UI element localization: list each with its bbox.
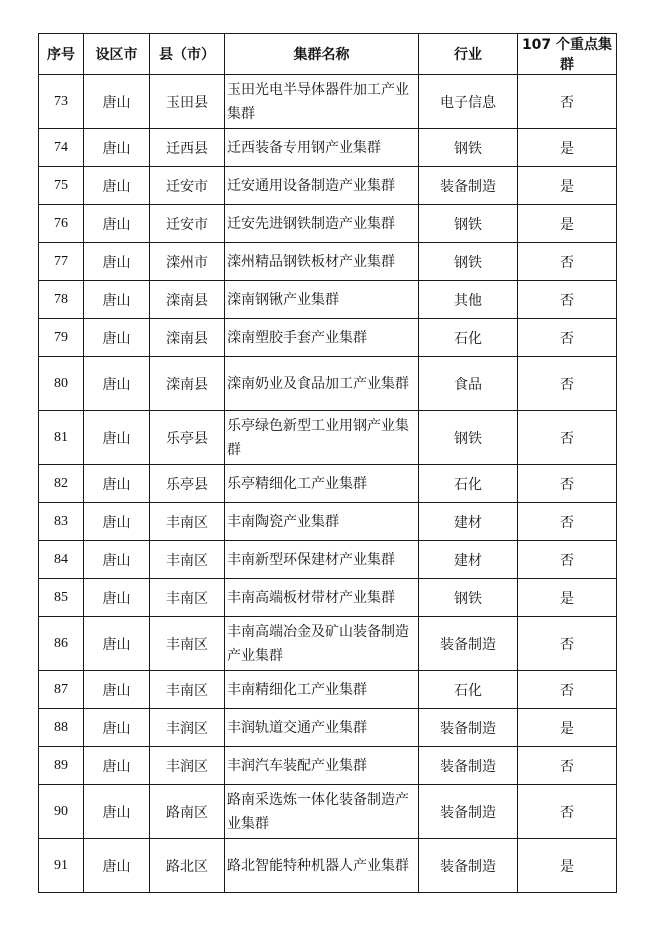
cell-key-cluster: 否 bbox=[518, 503, 617, 541]
cell-serial: 83 bbox=[39, 503, 84, 541]
cell-county: 路北区 bbox=[150, 839, 225, 893]
cell-serial: 75 bbox=[39, 167, 84, 205]
cell-serial: 91 bbox=[39, 839, 84, 893]
table-row bbox=[39, 541, 617, 579]
cell-county: 丰润区 bbox=[150, 747, 225, 785]
cell-cluster-name: 丰南陶瓷产业集群 bbox=[225, 503, 419, 541]
cell-cluster-name: 丰南高端冶金及矿山装备制造产业集群 bbox=[225, 617, 419, 671]
table-row bbox=[39, 411, 617, 465]
cell-serial: 87 bbox=[39, 671, 84, 709]
cell-key-cluster: 否 bbox=[518, 747, 617, 785]
header-cluster-name: 集群名称 bbox=[225, 34, 419, 75]
cell-county: 滦南县 bbox=[150, 357, 225, 411]
cell-serial: 77 bbox=[39, 243, 84, 281]
table-row bbox=[39, 319, 617, 357]
cell-serial: 86 bbox=[39, 617, 84, 671]
cell-key-cluster: 否 bbox=[518, 319, 617, 357]
cell-county: 丰南区 bbox=[150, 671, 225, 709]
cell-cluster-name: 滦南奶业及食品加工产业集群 bbox=[225, 357, 419, 411]
cell-serial: 76 bbox=[39, 205, 84, 243]
cell-city: 唐山 bbox=[84, 785, 150, 839]
cell-city: 唐山 bbox=[84, 541, 150, 579]
table-row bbox=[39, 671, 617, 709]
cell-cluster-name: 迁安先进钢铁制造产业集群 bbox=[225, 205, 419, 243]
cell-key-cluster: 否 bbox=[518, 541, 617, 579]
cell-industry: 电子信息 bbox=[419, 75, 518, 129]
cell-industry: 钢铁 bbox=[419, 411, 518, 465]
cell-county: 路南区 bbox=[150, 785, 225, 839]
cell-key-cluster: 否 bbox=[518, 281, 617, 319]
cell-city: 唐山 bbox=[84, 167, 150, 205]
cell-city: 唐山 bbox=[84, 411, 150, 465]
cell-city: 唐山 bbox=[84, 617, 150, 671]
table-row bbox=[39, 205, 617, 243]
header-serial: 序号 bbox=[39, 34, 84, 75]
cell-county: 丰南区 bbox=[150, 579, 225, 617]
cell-industry: 石化 bbox=[419, 671, 518, 709]
cell-industry: 石化 bbox=[419, 319, 518, 357]
cell-key-cluster: 否 bbox=[518, 357, 617, 411]
table-row bbox=[39, 839, 617, 893]
cell-serial: 89 bbox=[39, 747, 84, 785]
cell-industry: 装备制造 bbox=[419, 785, 518, 839]
cell-key-cluster: 否 bbox=[518, 785, 617, 839]
cell-key-cluster: 是 bbox=[518, 839, 617, 893]
cell-serial: 84 bbox=[39, 541, 84, 579]
cell-cluster-name: 乐亭绿色新型工业用钢产业集群 bbox=[225, 411, 419, 465]
cell-city: 唐山 bbox=[84, 709, 150, 747]
cell-cluster-name: 路北智能特种机器人产业集群 bbox=[225, 839, 419, 893]
header-industry: 行业 bbox=[419, 34, 518, 75]
table-row bbox=[39, 747, 617, 785]
cell-city: 唐山 bbox=[84, 839, 150, 893]
cell-county: 迁西县 bbox=[150, 129, 225, 167]
header-city: 设区市 bbox=[84, 34, 150, 75]
cell-serial: 85 bbox=[39, 579, 84, 617]
cell-serial: 80 bbox=[39, 357, 84, 411]
cell-serial: 79 bbox=[39, 319, 84, 357]
cell-serial: 74 bbox=[39, 129, 84, 167]
header-county: 县（市） bbox=[150, 34, 225, 75]
cell-city: 唐山 bbox=[84, 579, 150, 617]
table-header-row bbox=[39, 34, 617, 75]
table-row bbox=[39, 357, 617, 411]
cell-key-cluster: 是 bbox=[518, 129, 617, 167]
cell-city: 唐山 bbox=[84, 75, 150, 129]
cell-key-cluster: 否 bbox=[518, 75, 617, 129]
cell-city: 唐山 bbox=[84, 129, 150, 167]
cell-cluster-name: 丰南新型环保建材产业集群 bbox=[225, 541, 419, 579]
cell-key-cluster: 否 bbox=[518, 465, 617, 503]
cell-industry: 石化 bbox=[419, 465, 518, 503]
cell-city: 唐山 bbox=[84, 503, 150, 541]
cell-cluster-name: 滦南塑胶手套产业集群 bbox=[225, 319, 419, 357]
cell-key-cluster: 否 bbox=[518, 243, 617, 281]
cell-county: 滦州市 bbox=[150, 243, 225, 281]
header-key-cluster: 107 个重点集群 bbox=[518, 34, 617, 75]
cell-industry: 钢铁 bbox=[419, 129, 518, 167]
cell-county: 丰南区 bbox=[150, 541, 225, 579]
cell-city: 唐山 bbox=[84, 465, 150, 503]
cell-county: 丰润区 bbox=[150, 709, 225, 747]
cell-cluster-name: 滦南钢锹产业集群 bbox=[225, 281, 419, 319]
cell-county: 滦南县 bbox=[150, 281, 225, 319]
cell-industry: 钢铁 bbox=[419, 579, 518, 617]
table-row bbox=[39, 75, 617, 129]
cell-key-cluster: 是 bbox=[518, 579, 617, 617]
cell-industry: 钢铁 bbox=[419, 243, 518, 281]
table-row bbox=[39, 281, 617, 319]
cell-county: 乐亭县 bbox=[150, 411, 225, 465]
industry-cluster-table bbox=[38, 33, 617, 893]
cell-cluster-name: 路南采选炼一体化装备制造产业集群 bbox=[225, 785, 419, 839]
cell-key-cluster: 是 bbox=[518, 709, 617, 747]
cell-cluster-name: 丰南精细化工产业集群 bbox=[225, 671, 419, 709]
cell-industry: 其他 bbox=[419, 281, 518, 319]
cell-city: 唐山 bbox=[84, 747, 150, 785]
cell-industry: 钢铁 bbox=[419, 205, 518, 243]
cell-cluster-name: 丰润轨道交通产业集群 bbox=[225, 709, 419, 747]
cell-city: 唐山 bbox=[84, 205, 150, 243]
cell-industry: 食品 bbox=[419, 357, 518, 411]
cell-industry: 装备制造 bbox=[419, 167, 518, 205]
table-row bbox=[39, 503, 617, 541]
cell-city: 唐山 bbox=[84, 281, 150, 319]
table-row bbox=[39, 785, 617, 839]
table-row bbox=[39, 167, 617, 205]
cell-county: 玉田县 bbox=[150, 75, 225, 129]
cell-city: 唐山 bbox=[84, 243, 150, 281]
cell-cluster-name: 丰南高端板材带材产业集群 bbox=[225, 579, 419, 617]
cell-city: 唐山 bbox=[84, 357, 150, 411]
cell-industry: 建材 bbox=[419, 503, 518, 541]
cell-county: 迁安市 bbox=[150, 167, 225, 205]
cell-serial: 81 bbox=[39, 411, 84, 465]
cell-county: 迁安市 bbox=[150, 205, 225, 243]
cell-industry: 建材 bbox=[419, 541, 518, 579]
cell-key-cluster: 否 bbox=[518, 671, 617, 709]
cell-key-cluster: 否 bbox=[518, 617, 617, 671]
cell-serial: 88 bbox=[39, 709, 84, 747]
cell-serial: 82 bbox=[39, 465, 84, 503]
cell-cluster-name: 迁安通用设备制造产业集群 bbox=[225, 167, 419, 205]
cell-key-cluster: 是 bbox=[518, 167, 617, 205]
cell-cluster-name: 滦州精品钢铁板材产业集群 bbox=[225, 243, 419, 281]
cell-cluster-name: 玉田光电半导体器件加工产业集群 bbox=[225, 75, 419, 129]
table-row bbox=[39, 709, 617, 747]
cell-cluster-name: 丰润汽车装配产业集群 bbox=[225, 747, 419, 785]
cell-industry: 装备制造 bbox=[419, 709, 518, 747]
cell-industry: 装备制造 bbox=[419, 839, 518, 893]
cell-serial: 78 bbox=[39, 281, 84, 319]
table-row bbox=[39, 465, 617, 503]
cell-industry: 装备制造 bbox=[419, 747, 518, 785]
cell-industry: 装备制造 bbox=[419, 617, 518, 671]
table-row bbox=[39, 579, 617, 617]
cell-county: 滦南县 bbox=[150, 319, 225, 357]
cell-city: 唐山 bbox=[84, 319, 150, 357]
cell-key-cluster: 否 bbox=[518, 411, 617, 465]
table-row bbox=[39, 617, 617, 671]
cell-county: 乐亭县 bbox=[150, 465, 225, 503]
table-row bbox=[39, 129, 617, 167]
cell-city: 唐山 bbox=[84, 671, 150, 709]
cell-cluster-name: 乐亭精细化工产业集群 bbox=[225, 465, 419, 503]
cell-serial: 90 bbox=[39, 785, 84, 839]
cell-key-cluster: 是 bbox=[518, 205, 617, 243]
cell-serial: 73 bbox=[39, 75, 84, 129]
cell-cluster-name: 迁西装备专用钢产业集群 bbox=[225, 129, 419, 167]
cell-county: 丰南区 bbox=[150, 617, 225, 671]
cell-county: 丰南区 bbox=[150, 503, 225, 541]
table-row bbox=[39, 243, 617, 281]
